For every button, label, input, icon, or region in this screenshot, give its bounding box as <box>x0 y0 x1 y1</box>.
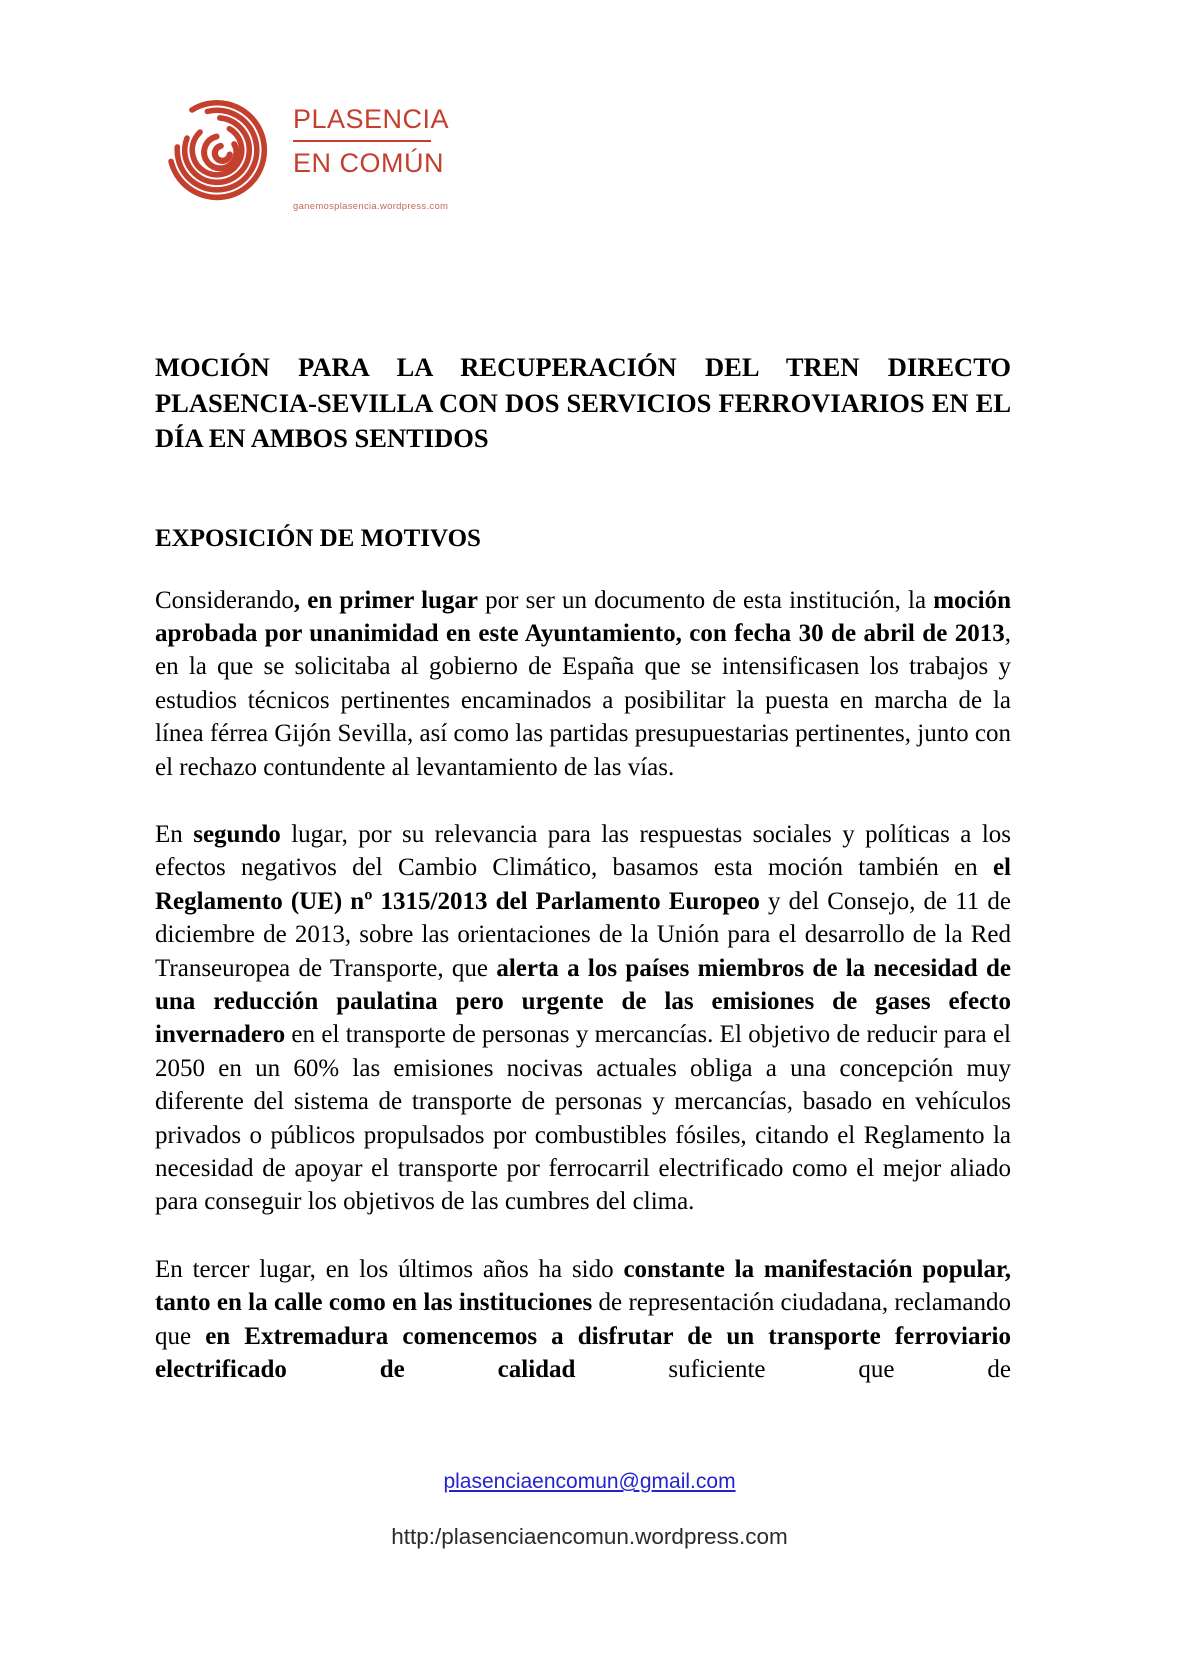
paragraph-first: Considerando, en primer lugar por ser un documento de esta institución, la moción aprobada por unanimidad en este Ayuntamiento, con fecha 30 de abril de 2013, en la que se solicitaba al gobierno de España que se intensificasen los trabajos y estudios técnicos pertinentes encaminados a posibilitar la puesta en marcha de la línea férrea Gijón Sevilla, así como las partidas presupuestarias pertinentes, junto con el rechazo contundente al levantamiento de las vías. <box>155 586 1011 781</box>
brand-name-line1: PLASENCIA <box>293 104 450 134</box>
document-title: MOCIÓN PARA LA RECUPERACIÓN DEL TREN DIRECTO PLASENCIA-SEVILLA CON DOS SERVICIOS FERROVIARIOS EN EL DÍA EN AMBOS SENTIDOS <box>155 352 1011 453</box>
email-link[interactable]: plasenciaencomun@gmail.com <box>443 1470 736 1493</box>
document-content <box>155 350 1011 1386</box>
logo <box>163 92 449 212</box>
brand-tagline: ganemosplasencia.wordpress.com <box>293 201 449 212</box>
brand-name-line2: EN COMÚN <box>293 148 444 178</box>
spiral-logo-icon <box>163 92 271 206</box>
brand-divider <box>293 140 431 142</box>
paragraph-third: En tercer lugar, en los últimos años ha sido constante la manifestación popular, tanto en la calle como en las instituciones de representación ciudadana, reclamando que en Extremadura comencemos a disfrutar de un transporte ferroviario electrificado de calidad suficiente que de <box>155 1255 1011 1384</box>
paragraph-second: En segundo lugar, por su relevancia para las respuestas sociales y políticas a los efectos negativos del Cambio Climático, basamos esta moción también en el Reglamento (UE) nº 1315/2013 del Parlamento Europeo y del Consejo, de 11 de diciembre de 2013, sobre las orientaciones de la Unión para el desarrollo de la Red Transeuropea de Transporte, que alerta a los países miembros de la necesidad de una reducción paulatina pero urgente de las emisiones de gases efecto invernadero en el transporte de personas y mercancías. El objetivo de reducir para el 2050 en un 60% las emisiones nocivas actuales obliga a una concepción muy diferente del sistema de transporte de personas y mercancías, basado en vehículos privados o públicos propulsados por combustibles fósiles, citando el Reglamento la necesidad de apoyar el transporte por ferrocarril electrificado como el mejor aliado para conseguir los objetivos de las cumbres del clima. <box>155 820 1011 1216</box>
footer-website: http:/plasenciaencomun.wordpress.com <box>391 1524 788 1549</box>
body-paragraphs <box>155 584 1011 1387</box>
section-heading: EXPOSICIÓN DE MOTIVOS <box>155 524 481 552</box>
footer-email <box>0 1470 1179 1494</box>
logo-wordmark <box>293 92 449 212</box>
